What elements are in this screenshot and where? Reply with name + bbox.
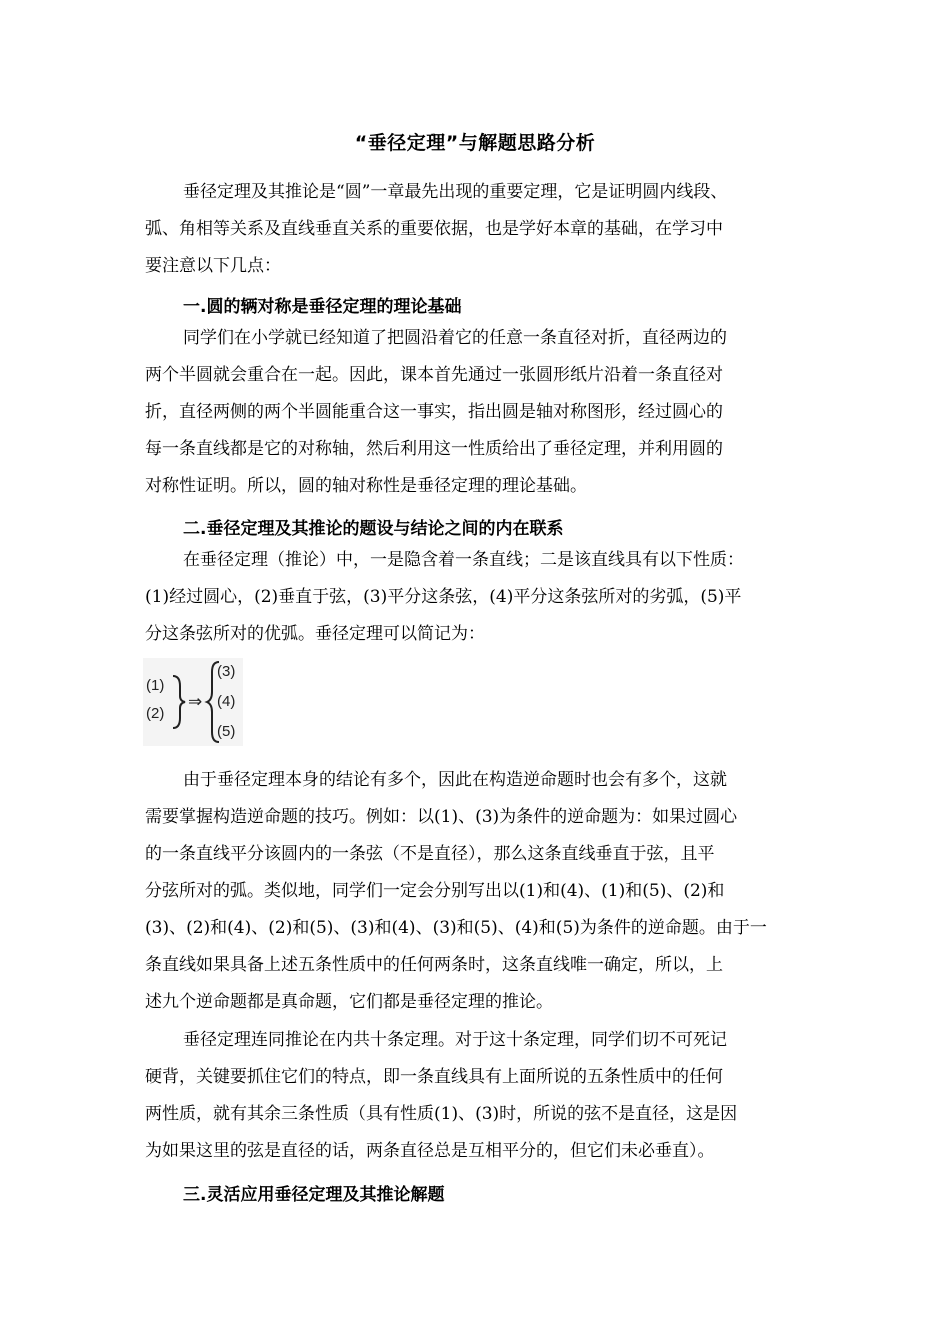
premise-1: (1) — [146, 677, 165, 694]
document-title: “垂径定理”与解题思路分析 — [354, 132, 596, 154]
text-line: 分弦所对的弧。类似地，同学们一定会分别写出以(1)和(4)、(1)和(5)、(2)和 — [145, 881, 725, 901]
text-line: 为如果这里的弦是直径的话，两条直径总是互相平分的，但它们未必垂直）。 — [145, 1141, 715, 1161]
section2-paragraph-2 — [145, 762, 805, 1021]
section1-paragraph — [145, 320, 805, 505]
text-line: 需要掌握构造逆命题的技巧。例如：以(1)、(3)为条件的逆命题为：如果过圆心 — [145, 807, 738, 827]
text-line: (3)、(2)和(4)、(2)和(5)、(3)和(4)、(3)和(5)、(4)和(5)为条件的逆命题。由于一 — [145, 918, 767, 938]
text-line: 条直线如果具备上述五条性质中的任何两条时，这条直线唯一确定，所以，上 — [145, 955, 723, 975]
text-line: 要注意以下几点： — [145, 256, 281, 276]
text-line: 的一条直线平分该圆内的一条弦（不是直径），那么这条直线垂直于弦，且平 — [145, 844, 715, 864]
text-line: 垂径定理及其推论是“圆”一章最先出现的重要定理，它是证明圆内线段、 — [183, 182, 728, 202]
text-line: 两个半圆就会重合在一起。因此，课本首先通过一张圆形纸片沿着一条直径对 — [145, 365, 723, 385]
section-heading-2: 二.垂径定理及其推论的题设与结论之间的内在联系 — [183, 519, 564, 539]
text-line: 两性质，就有其余三条性质（具有性质(1)、(3)时，所说的弦不是直径，这是因 — [145, 1104, 738, 1124]
section2-paragraph-3 — [145, 1022, 805, 1170]
formula-graphic — [143, 658, 243, 746]
text-line: 由于垂径定理本身的结论有多个，因此在构造逆命题时也会有多个，这就 — [183, 770, 727, 790]
text-line: 弧、角相等关系及直线垂直关系的重要依据，也是学好本章的基础，在学习中 — [145, 219, 723, 239]
conclusion-5: (5) — [217, 723, 236, 740]
text-line: 同学们在小学就已经知道了把圆沿着它的任意一条直径对折，直径两边的 — [183, 328, 727, 348]
text-line: (1)经过圆心，(2)垂直于弦，(3)平分这条弦，(4)平分这条弦所对的劣弧，(5)平 — [145, 587, 742, 607]
implies-arrow: ⇒ — [188, 692, 203, 711]
premise-2: (2) — [146, 705, 165, 722]
text-line: 分这条弦所对的优弧。垂径定理可以简记为： — [145, 624, 485, 644]
text-line: 对称性证明。所以，圆的轴对称性是垂径定理的理论基础。 — [145, 476, 587, 496]
text-line: 垂径定理连同推论在内共十条定理。对于这十条定理，同学们切不可死记 — [183, 1030, 727, 1050]
text-line: 硬背，关键要抓住它们的特点，即一条直线具有上面所说的五条性质中的任何 — [145, 1067, 723, 1087]
section-heading-3: 三.灵活应用垂径定理及其推论解题 — [183, 1185, 445, 1205]
right-brace-icon — [173, 676, 185, 728]
text-line: 述九个逆命题都是真命题，它们都是垂径定理的推论。 — [145, 992, 553, 1012]
conclusion-3: (3) — [217, 663, 236, 680]
conclusion-4: (4) — [217, 693, 236, 710]
text-line: 每一条直线都是它的对称轴，然后利用这一性质给出了垂径定理，并利用圆的 — [145, 439, 723, 459]
text-line: 折，直径两侧的两个半圆能重合这一事实，指出圆是轴对称图形，经过圆心的 — [145, 402, 723, 422]
intro-paragraph — [145, 174, 805, 285]
section-heading-1: 一.圆的辆对称是垂径定理的理论基础 — [183, 297, 462, 317]
text-line: 在垂径定理（推论）中，一是隐含着一条直线；二是该直线具有以下性质： — [183, 550, 744, 570]
section2-paragraph — [145, 542, 805, 653]
